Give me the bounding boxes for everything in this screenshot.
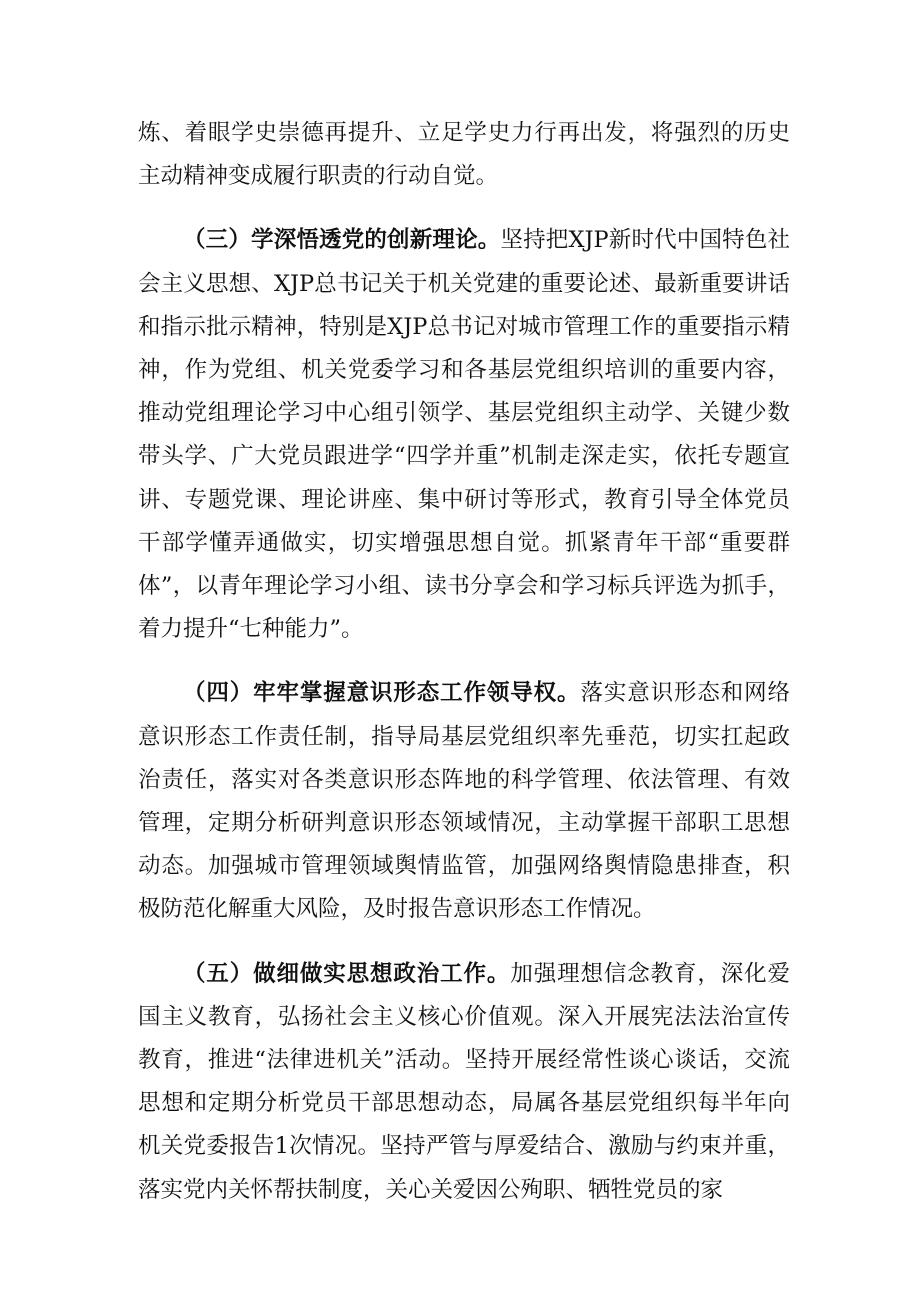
section-heading: （五）做细做实思想政治工作。 (183, 960, 511, 987)
paragraph-body: 坚持把XJP新时代中国特色社会主义思想、XJP总书记关于机关党建的重要论述、最新重要讲话和指示批示精神，特别是XJP总书记对城市管理工作的重要指示精神，作为党组、机关党委学习和各基层党组织培训的重要内容，推动党组理论学习中心组引领学、基层党组织主动学、关键少数带头学、广大党员跟进学“四学并重”机制走深走实，依托专题宣讲、专题党课、理论讲座、集中研讨等形式，教育引导全体党员干部学懂弄通做实，切实增强思想自觉。抓紧青年干部“重要群体”，以青年理论学习小组、读书分享会和学习标兵评选为抓手，着力提升“七种能力”。 (138, 227, 790, 643)
paragraph-body: 落实意识形态和网络意识形态工作责任制，指导局基层党组织率先垂范，切实扛起政治责任，落实对各类意识形态阵地的科学管理、依法管理、有效管理，定期分析研判意识形态领域情况，主动掌握干部职工思想动态。加强城市管理领域舆情监管，加强网络舆情隐患排查，积极防范化解重大风险，及时报告意识形态工作情况。 (138, 680, 790, 923)
section-heading: （三）学深悟透党的创新理论。 (183, 227, 501, 254)
paragraph-body: 炼、着眼学史崇德再提升、立足学史力行再出发，将强烈的历史主动精神变成履行职责的行动自觉。 (138, 120, 790, 190)
document-page (138, 112, 790, 1233)
paragraph-continuation (138, 112, 790, 198)
paragraph-body: 加强理想信念教育，深化爱国主义教育，弘扬社会主义核心价值观。深入开展宪法法治宣传教育，推进“法律进机关”活动。坚持开展经常性谈心谈话，交流思想和定期分析党员干部思想动态，局属各基层党组织每半年向机关党委报告1次情况。坚持严管与厚爱结合、激励与约束并重，落实党内关怀帮扶制度，关心关爱因公殉职、牺牲党员的家 (138, 960, 790, 1203)
section-heading: （四）牢牢掌握意识形态工作领导权。 (183, 680, 581, 707)
paragraph-section-5 (138, 953, 790, 1212)
paragraph-section-4 (138, 672, 790, 931)
paragraph-section-3 (138, 219, 790, 651)
